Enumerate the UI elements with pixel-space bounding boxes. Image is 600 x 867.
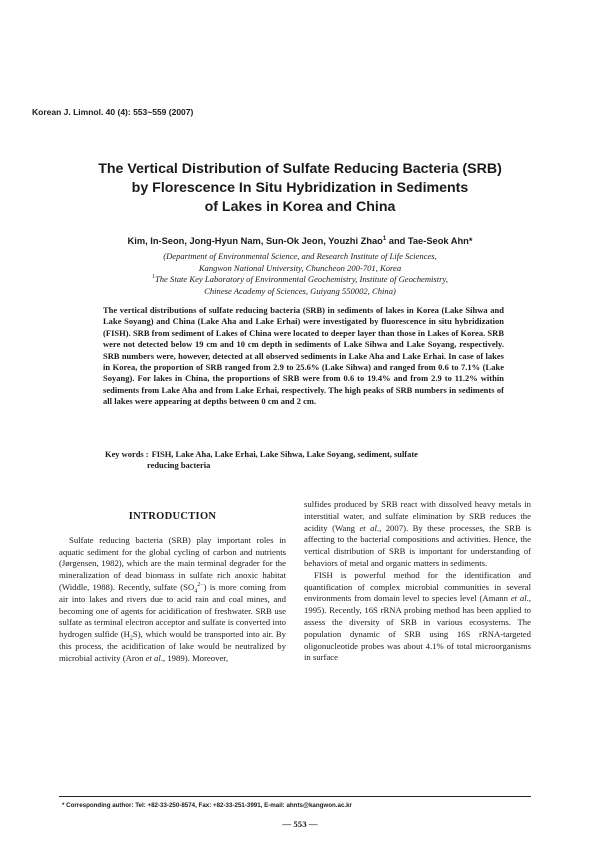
author-list [60, 236, 540, 246]
affiliation-secondary-line-1-text: The State Key Laboratory of Environmental Geochemistry, Institute of Geochemistry, [154, 274, 449, 284]
intro-r2-etal: et al [510, 593, 527, 604]
intro-r2-text-b: ., 1995). Recently, 16S rRNA probing method has been applied to assess the diversity of SRB in various ecosystems. The population dynamic of SRB using 16S rRNA-targeted oligonucleotide probes was about 4.1% of total microorganisms in surface [304, 593, 531, 663]
page-number: — 553 — [282, 819, 318, 829]
affiliation-secondary-line-2: Chinese Academy of Sciences, Guiyang 550002, China) [204, 285, 396, 296]
affiliation-secondary [60, 274, 540, 297]
sulfate-subscript: 4 [194, 588, 198, 595]
intro-r1-text-a: sulfides produced by SRB react with dissolved heavy metals in interstitial water, and sulfate elimination by SRB reduces the acidity (Wang [304, 499, 531, 533]
title-line-1: The Vertical Distribution of Sulfate Reducing Bacteria (SRB) [98, 161, 502, 177]
affiliation-secondary-mark: 1 [151, 274, 155, 281]
intro-p1-text-d: ., 1989). Moreover, [160, 652, 229, 663]
affiliation-primary-line-1: (Department of Environmental Science, and Research Institute of Life Sciences, [163, 251, 437, 261]
journal-reference: Korean J. Limnol. 40 (4): 553~559 (2007) [32, 107, 194, 117]
intro-p1-text-c: S), which would be transported into air. By this process, the acidification of lake would be neutralized by microbial activity (Aron [59, 629, 287, 663]
authors-part-2: and Tae-Seok Ahn* [386, 236, 473, 246]
keywords [105, 449, 501, 472]
abstract: The vertical distributions of sulfate reducing bacteria (SRB) in sediments of lakes in Korea (Lake Sihwa and Lake Soyang) and China (Lake Aha and Lake Erhai) were investigated by fluorescence in situ hybridization (FISH). SRB from sediment of Lakes of China were located to deeper layer than those in Lakes of Korea. SRB were not detected below 19 cm and 10 cm depth in sediments of Lake Sihwa and Lake Soyang, respectively. SRB numbers were, however, detected at all observed sediments in Lake Aha and Lake Erhai. In case of lakes in Korea, the proportion of SRB ranged from 2.9 to 25.6% (Lake Sihwa) and ranged from 0.6 to 7.1% (Lake Soyang). For lakes in China, the proportions of SRB were from 0.6 to 19.4% and from 2.9 to 11.2% within sediments from Lake Aha and from Lake Erhai, respectively. The high peaks of SRB numbers in sediments of all lakes were appearing at depths between 0 cm and 2 cm. [103, 305, 504, 407]
section-heading-introduction: INTRODUCTION [128, 511, 217, 522]
intro-paragraph-1-continued [304, 499, 531, 570]
right-column [304, 499, 531, 664]
intro-r1-etal: et al [359, 522, 377, 533]
left-column [59, 498, 286, 665]
intro-paragraph-2 [304, 570, 531, 664]
intro-r1-text-b: ., 2007). By these processes, the SRB is affecting to the bacterial compositions and activities. Hence, the vertical distribution of SRB is important for understanding of behaviors of metal and organic matters in sediments. [304, 522, 531, 568]
intro-paragraph-1 [59, 535, 286, 665]
affiliation-primary [60, 251, 540, 274]
intro-r2-text-a: FISH is powerful method for the identification and quantification of complex microbial communities in several environments from domain level to species level (Amann [304, 569, 531, 604]
title-line-3: of Lakes in Korea and China [204, 199, 396, 215]
authors-affiliation-mark: 1 [382, 235, 387, 242]
affiliation-secondary-line-1 [60, 274, 540, 286]
paper-title [60, 160, 540, 217]
authors-part-1: Kim, In-Seon, Jong-Hyun Nam, Sun-Ok Jeon, Youzhi Zhao [127, 236, 383, 246]
corresponding-author-footnote: * Corresponding author: Tel: +82-33-250-8574, Fax: +82-33-251-3991, E-mail: ahnts@kangwon.ac.kr [62, 802, 352, 809]
hydrogen-subscript: 2 [129, 635, 133, 642]
affiliation-primary-line-2: Kangwon National University, Chuncheon 200-701, Korea [198, 262, 402, 273]
title-line-2: by Florescence In Situ Hybridization in Sediments [131, 180, 469, 196]
keywords-line-1: FISH, Lake Aha, Lake Erhai, Lake Sihwa, Lake Soyang, sediment, sulfate [151, 449, 418, 459]
intro-p1-text-a: Sulfate reducing bacteria (SRB) play important roles in aquatic sediment for the global cycling of carbon and nutrients (Jørgensen, 1982), which are the main terminal degrader for the mineralization of dead biomass in sulfate rich anoxic habitat (Widdle, 1988). Recently, sulfate (SO [59, 534, 286, 592]
keywords-line-2: reducing bacteria [147, 460, 211, 471]
footnote-divider [59, 796, 531, 797]
keywords-label: Key words : [105, 449, 149, 459]
intro-p1-text-b: ) is more coming from air into lakes and rivers due to acid rain and coal mines, and becoming one of agents for acidification of freshwater. SRB use sulfate as terminal electron acceptor and sulfate is converted into hydrogen sulfide (H [59, 581, 286, 640]
intro-p1-etal: et al [145, 652, 161, 663]
sulfate-superscript: 2− [197, 582, 204, 589]
